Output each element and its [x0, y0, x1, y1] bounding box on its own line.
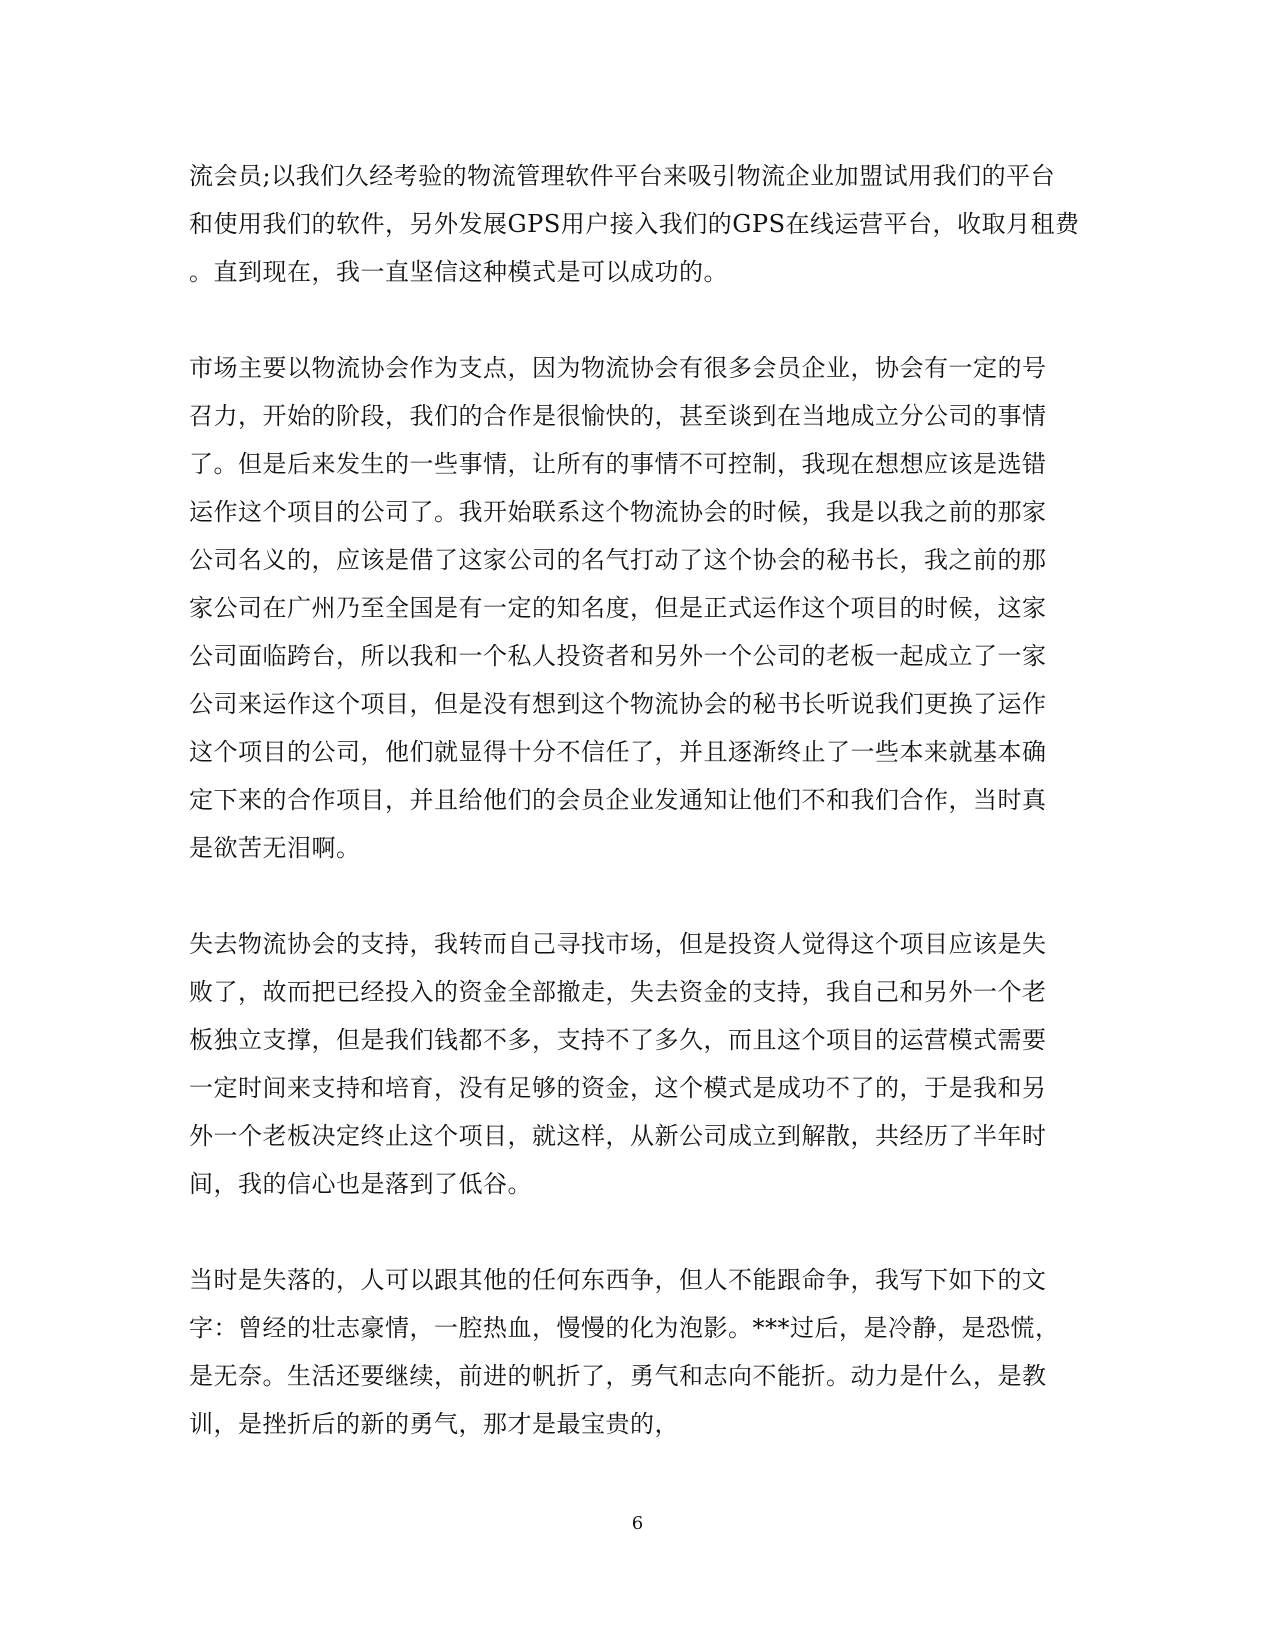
text-line: 和使用我们的软件，另外发展GPS用户接入我们的GPS在线运营平台，收取月租费: [189, 210, 1080, 238]
paragraph-gap: [189, 872, 1089, 920]
text-line: 市场主要以物流协会作为支点，因为物流协会有很多会员企业，协会有一定的号: [189, 354, 1047, 382]
text-line: 一定时间来支持和培育，没有足够的资金，这个模式是成功不了的，于是我和另: [189, 1074, 1047, 1102]
text-line: 当时是失落的，人可以跟其他的任何东西争，但人不能跟命争，我写下如下的文: [189, 1266, 1047, 1294]
document-body: [189, 152, 1089, 1448]
page-number: 6: [631, 1513, 644, 1534]
text-line: 败了，故而把已经投入的资金全部撤走，失去资金的支持，我自己和另外一个老: [189, 978, 1047, 1006]
text-line: 训，是挫折后的新的勇气，那才是最宝贵的，: [189, 1410, 679, 1438]
text-line: 运作这个项目的公司了。我开始联系这个物流协会的时候，我是以我之前的那家: [189, 498, 1047, 526]
paragraph-gap: [189, 296, 1089, 344]
text-line: 外一个老板决定终止这个项目，就这样，从新公司成立到解散，共经历了半年时: [189, 1122, 1047, 1150]
text-line: 是欲苦无泪啊。: [189, 834, 361, 862]
text-line: 定下来的合作项目，并且给他们的会员企业发通知让他们不和我们合作，当时真: [189, 786, 1047, 814]
paragraph-gap: [189, 1208, 1089, 1256]
paragraph-1: [189, 152, 1089, 296]
text-line: 。直到现在，我一直坚信这种模式是可以成功的。: [189, 258, 728, 286]
text-line: 公司名义的，应该是借了这家公司的名气打动了这个协会的秘书长，我之前的那: [189, 546, 1047, 574]
text-line: 间，我的信心也是落到了低谷。: [189, 1170, 532, 1198]
text-line: 流会员;以我们久经考验的物流管理软件平台来吸引物流企业加盟试用我们的平台: [189, 162, 1056, 190]
text-line: 这个项目的公司，他们就显得十分不信任了，并且逐渐终止了一些本来就基本确: [189, 738, 1047, 766]
text-line: 了。但是后来发生的一些事情，让所有的事情不可控制，我现在想想应该是选错: [189, 450, 1047, 478]
paragraph-2: [189, 344, 1089, 872]
text-line: 板独立支撑，但是我们钱都不多，支持不了多久，而且这个项目的运营模式需要: [189, 1026, 1047, 1054]
text-line: 公司来运作这个项目，但是没有想到这个物流协会的秘书长听说我们更换了运作: [189, 690, 1047, 718]
text-line: 召力，开始的阶段，我们的合作是很愉快的，甚至谈到在当地成立分公司的事情: [189, 402, 1047, 430]
text-line: 失去物流协会的支持，我转而自己寻找市场，但是投资人觉得这个项目应该是失: [189, 930, 1047, 958]
text-line: 家公司在广州乃至全国是有一定的知名度，但是正式运作这个项目的时候，这家: [189, 594, 1047, 622]
text-line: 是无奈。生活还要继续，前进的帆折了，勇气和志向不能折。动力是什么，是教: [189, 1362, 1047, 1390]
paragraph-3: [189, 920, 1089, 1208]
text-line: 公司面临跨台，所以我和一个私人投资者和另外一个公司的老板一起成立了一家: [189, 642, 1047, 670]
paragraph-4: [189, 1256, 1089, 1448]
text-line: 字：曾经的壮志豪情，一腔热血，慢慢的化为泡影。***过后，是冷静，是恐慌，: [189, 1314, 1060, 1342]
